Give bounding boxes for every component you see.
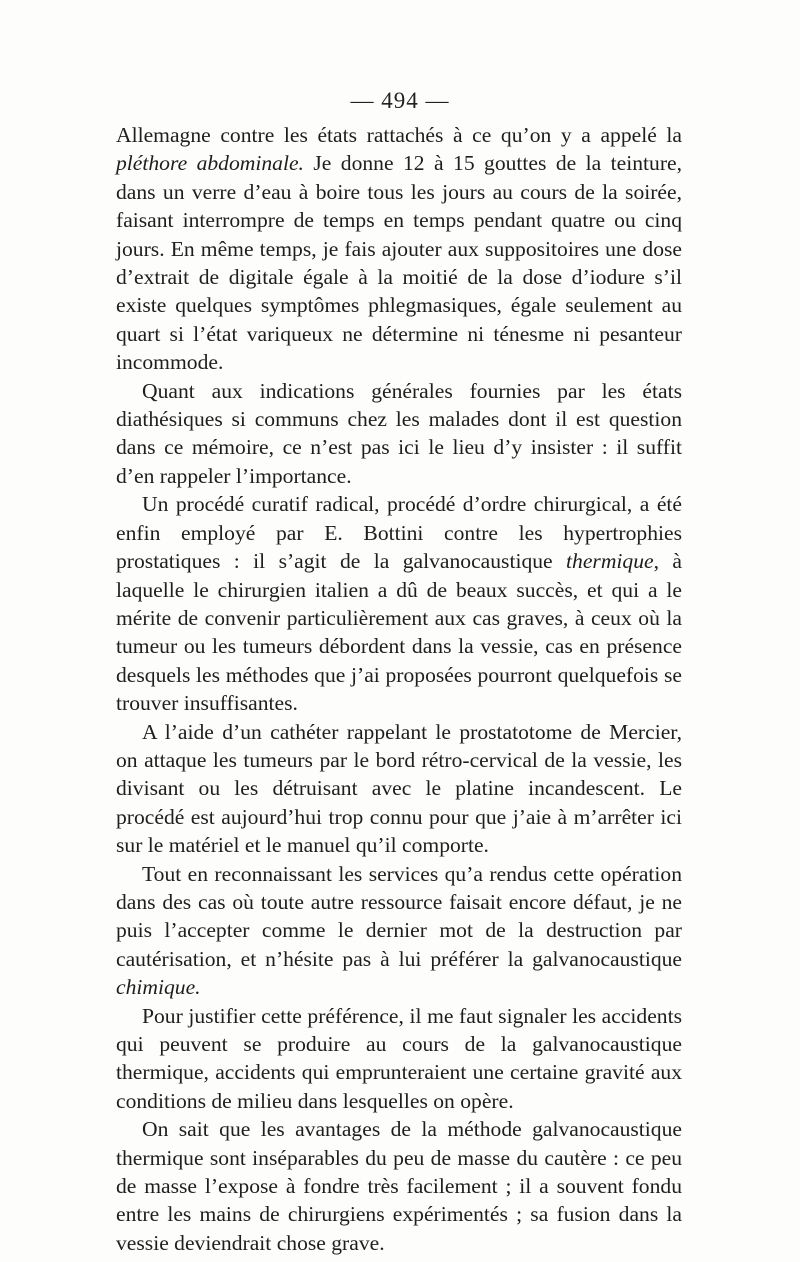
italic-text: thermique — [566, 549, 654, 574]
paragraph-text: On sait que les avantages de la méthode galvanocaustique thermique sont inséparables du peu de masse du cautère : ce peu de masse l’expose à fondre très facilement ; il a souvent fondu entre les mains de chirurgiens expérimentés ; sa fusion dans la vessie deviendrait chose grave. — [116, 1117, 682, 1255]
paragraph — [116, 1115, 682, 1257]
paragraph — [116, 121, 682, 377]
italic-text: chimique. — [116, 975, 201, 1000]
paragraph — [116, 1002, 682, 1116]
italic-text: pléthore abdominale. — [116, 151, 304, 176]
paragraph — [116, 377, 682, 491]
paragraph-text: , à laquelle le chirurgien italien a dû de beaux succès, et qui a le mérite de convenir particulièrement aux cas graves, à ceux où la tumeur ou les tumeurs débordent dans la vessie, cas en présence desquels les méthodes que j’ai proposées pourront quelquefois se trouver insuffisantes. — [116, 549, 682, 716]
paragraph-text: Tout en reconnaissant les services qu’a rendus cette opération dans des cas où toute autre ressource faisait encore défaut, je ne puis l’accepter comme le dernier mot de la destruction par cautérisation, et n’hésite pas à lui préférer la galvanocaustique — [116, 861, 682, 971]
paragraph-text: Je donne 12 à 15 gouttes de la teinture, dans un verre d’eau à boire tous les jours au cours de la soirée, faisant interrompre de temps en temps pendant quatre ou cinq jours. En même temps, je fais ajouter aux suppositoires une dose d’extrait de digitale égale à la moitié de la dose d’iodure s’il existe quelques symptômes phlegmasiques, égale seulement au quart si l’état variqueux ne détermine ni ténesme ni pesanteur incommode. — [116, 151, 683, 375]
paragraph — [116, 490, 682, 717]
paragraph — [116, 718, 682, 860]
page-number: — 494 — — [350, 88, 450, 113]
paragraph-text: A l’aide d’un cathéter rappelant le prostatotome de Mercier, on attaque les tumeurs par le bord rétro-cervical de la vessie, les divisant ou les détruisant avec le platine incandescent. Le procédé est aujourd’hui trop connu pour que j’aie à m’arrêter ici sur le matériel et le manuel qu’il comporte. — [116, 719, 682, 858]
body-text — [116, 121, 682, 1257]
paragraph-text: Allemagne contre les états rattachés à ce qu’on y a appelé la — [116, 123, 682, 147]
paragraph-text: Un procédé curatif radical, procédé d’ordre chirurgical, a été enfin employé par E. Bottini contre les hypertrophies prostatiques : il s’agit de la galvanocaustique — [116, 492, 682, 574]
paragraph-text: Pour justifier cette préférence, il me faut signaler les accidents qui peuvent se produire au cours de la galvanocaustique thermique, accidents qui emprunteraient une certaine gravité aux conditions de milieu dans lesquelles on opère. — [116, 1003, 682, 1113]
paragraph-text: Quant aux indications générales fournies par les états diathésiques si communs chez les malades dont il est question dans ce mémoire, ce n’est pas ici le lieu d’y insister : il suffit d’en rappeler l’importance. — [116, 378, 682, 488]
paragraph — [116, 860, 682, 1002]
